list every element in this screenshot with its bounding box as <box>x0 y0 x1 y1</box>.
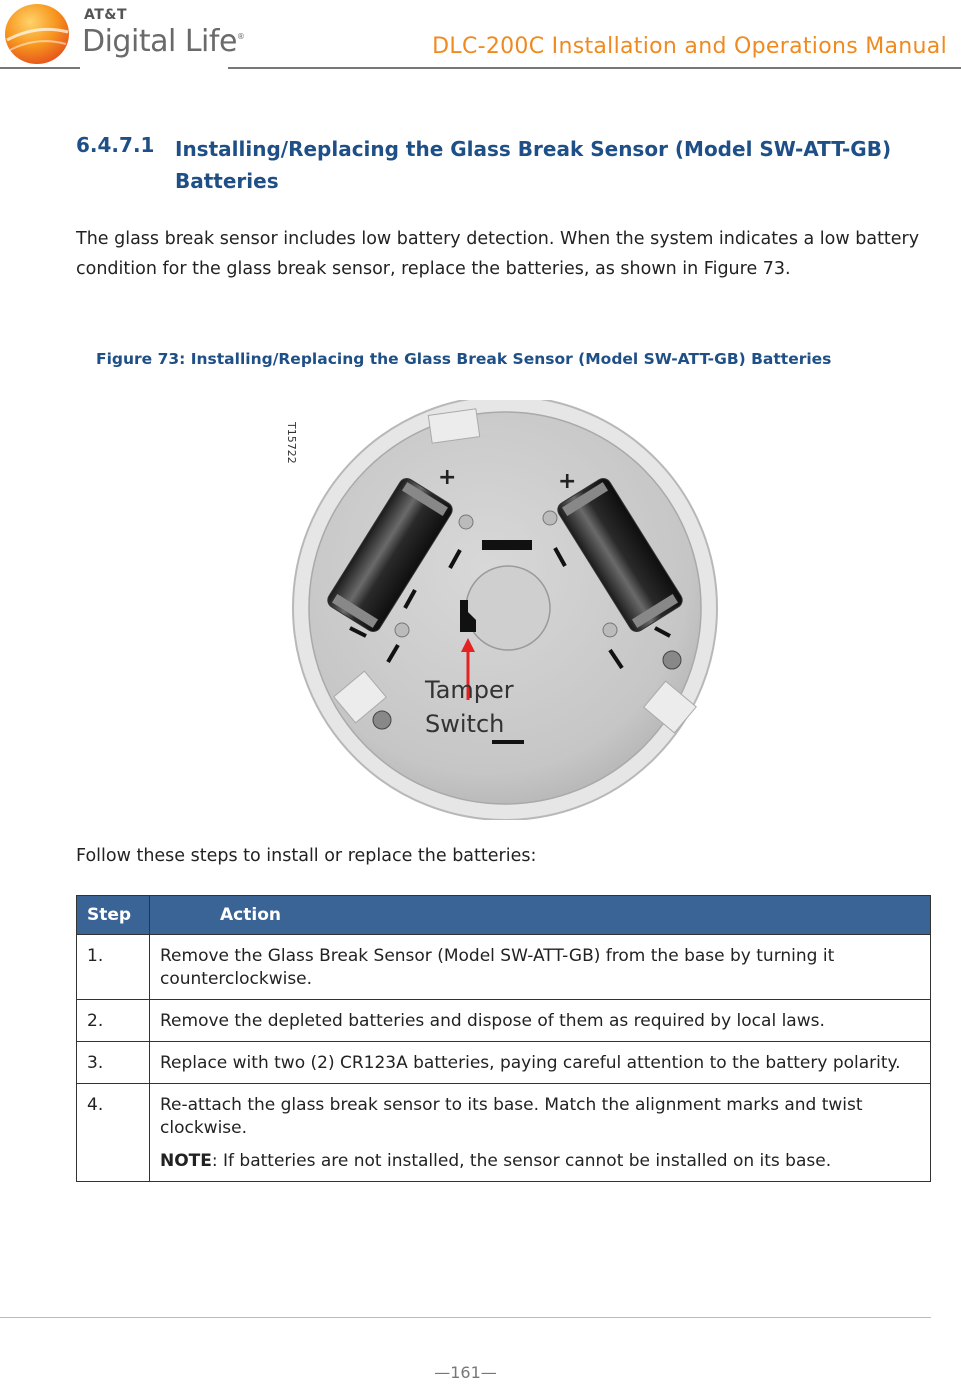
att-globe-logo-icon <box>4 2 70 66</box>
section-title: Installing/Replacing the Glass Break Sensor (Model SW-ATT-GB) Batteries <box>175 137 892 193</box>
step-action: Re-attach the glass break sensor to its base. Match the alignment marks and twist clockwise. <box>160 1095 863 1138</box>
svg-text:+: + <box>438 465 457 490</box>
step-action: Remove the depleted batteries and dispose of them as required by local laws. <box>150 1000 931 1042</box>
step-column-header: Step <box>77 896 150 935</box>
steps-intro: Follow these steps to install or replace the batteries: <box>76 846 537 866</box>
section-number: 6.4.7.1 <box>76 133 155 157</box>
step-number: 1. <box>77 935 150 1000</box>
logo-brand-text: Digital Life® <box>82 24 245 59</box>
document-title: DLC-200C Installation and Operations Manual <box>432 34 947 59</box>
note-label: NOTE <box>160 1151 212 1171</box>
table-row <box>77 1084 931 1182</box>
svg-text:T15722: T15722 <box>285 422 298 464</box>
intro-paragraph: The glass break sensor includes low battery detection. When the system indicates a low battery condition for the glass break sensor, replace the batteries, as shown in Figure 73. <box>76 229 920 279</box>
step-action: Replace with two (2) CR123A batteries, paying careful attention to the battery polarity. <box>150 1042 931 1084</box>
header-rule-left <box>0 67 80 69</box>
footer-rule <box>0 1317 931 1318</box>
logo-att-text: AT&T <box>84 7 128 23</box>
step-action: Remove the Glass Break Sensor (Model SW-ATT-GB) from the base by turning it counterclockwise. <box>150 935 931 1000</box>
table-row <box>77 1042 931 1084</box>
glass-break-sensor-figure <box>270 400 730 820</box>
table-header-row <box>77 896 931 935</box>
step-action-cell <box>150 1084 931 1182</box>
figure-caption: Figure 73: Installing/Replacing the Glass Break Sensor (Model SW-ATT-GB) Batteries <box>96 350 832 368</box>
table-row <box>77 935 931 1000</box>
page-header <box>0 0 961 72</box>
action-column-header: Action <box>150 896 931 935</box>
step-note <box>160 1150 920 1173</box>
steps-table <box>76 895 931 1182</box>
svg-text:Switch: Switch <box>425 710 505 738</box>
svg-text:Tamper: Tamper <box>425 676 514 704</box>
step-number: 2. <box>77 1000 150 1042</box>
page-number: —161— <box>434 1363 497 1382</box>
table-row <box>77 1000 931 1042</box>
header-rule <box>228 67 961 69</box>
note-text: : If batteries are not installed, the sensor cannot be installed on its base. <box>211 1151 832 1171</box>
svg-text:+: + <box>558 469 577 494</box>
step-number: 3. <box>77 1042 150 1084</box>
step-number: 4. <box>77 1084 150 1182</box>
